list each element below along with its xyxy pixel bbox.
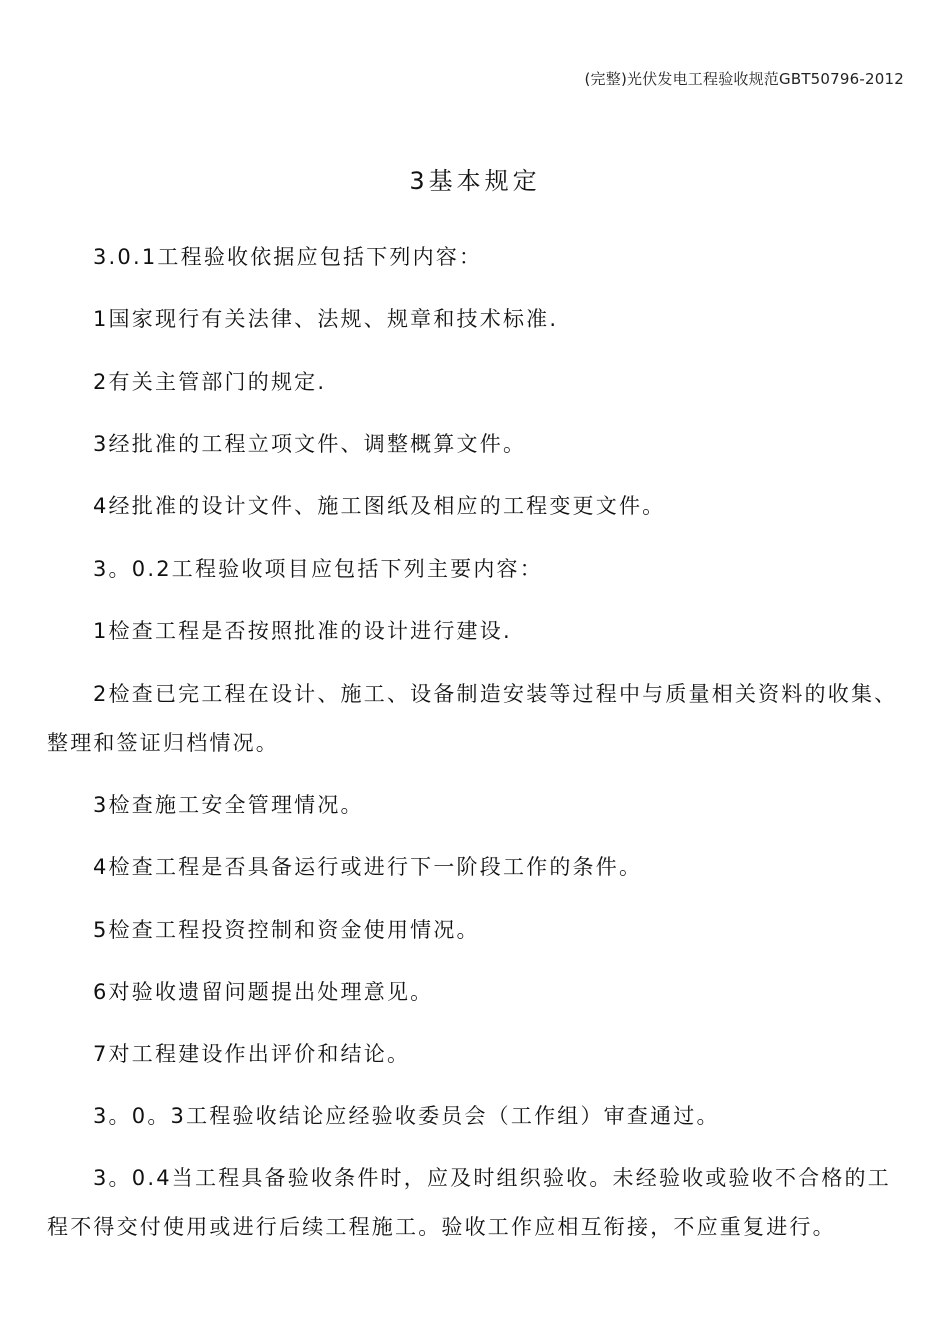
page-header: (完整)光伏发电工程验收规范GBT50796-2012 (584, 70, 904, 88)
list-item: 4检查工程是否具备运行或进行下一阶段工作的条件。 (93, 855, 643, 879)
list-item: 1检查工程是否按照批准的设计进行建设. (93, 619, 512, 643)
list-item: 6对验收遗留问题提出处理意见。 (93, 980, 434, 1004)
list-item: 5检查工程投资控制和资金使用情况。 (93, 918, 480, 942)
clause-3-0-3: 3。0。3工程验收结论应经验收委员会（工作组）审查通过。 (93, 1104, 720, 1128)
list-item: 3经批准的工程立项文件、调整概算文件。 (93, 432, 527, 456)
clause-3-0-4-continuation: 程不得交付使用或进行后续工程施工。验收工作应相互衔接，不应重复进行。 (47, 1215, 836, 1239)
list-item: 4经批准的设计文件、施工图纸及相应的工程变更文件。 (93, 494, 666, 518)
list-item: 1国家现行有关法律、法规、规章和技术标准. (93, 307, 559, 331)
clause-3-0-1: 3.0.1工程验收依据应包括下列内容： (93, 245, 483, 269)
clause-3-0-2: 3。0.2工程验收项目应包括下列主要内容： (93, 557, 543, 581)
list-item-continuation: 整理和签证归档情况。 (47, 731, 279, 755)
clause-3-0-4: 3。0.4当工程具备验收条件时，应及时组织验收。未经验收或验收不合格的工 (93, 1166, 891, 1190)
list-item: 7对工程建设作出评价和结论。 (93, 1042, 411, 1066)
list-item: 2有关主管部门的规定. (93, 370, 327, 394)
list-item: 3检查施工安全管理情况。 (93, 793, 364, 817)
section-title: 3基本规定 (409, 167, 541, 195)
list-item: 2检查已完工程在设计、施工、设备制造安装等过程中与质量相关资料的收集、 (93, 682, 898, 706)
